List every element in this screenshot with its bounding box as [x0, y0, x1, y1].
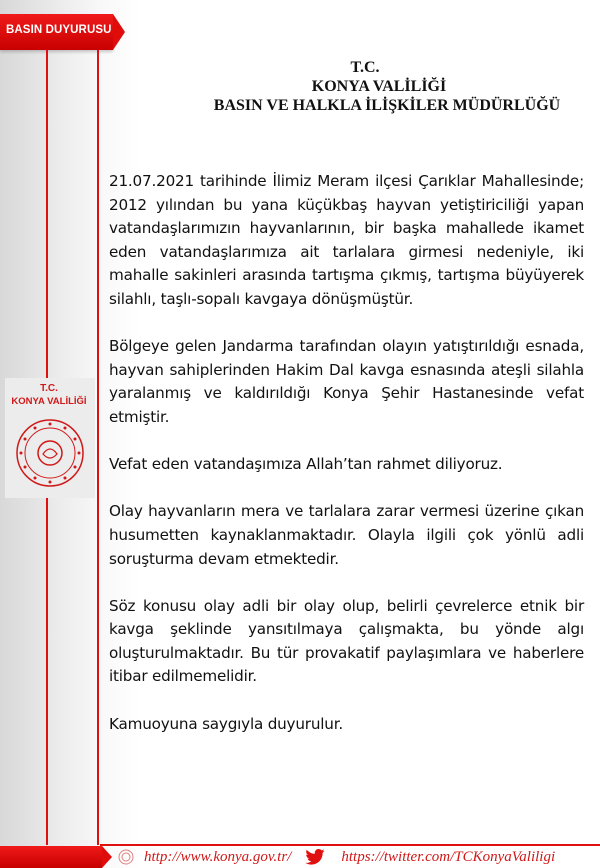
document-header — [130, 58, 600, 115]
paragraph: Olay hayvanların mera ve tarlalara zarar vermesi üzerine çıkan husumetten kaynaklanmaktadır. Olayla ilgili çok yönlü adli soruşturma devam etmektedir. — [109, 502, 584, 568]
banner-label: BASIN DUYURUSU — [6, 24, 112, 36]
press-release-banner — [0, 14, 113, 50]
seal-small-icon — [118, 849, 134, 865]
footer-arrow — [0, 846, 102, 868]
header-tc: T.C. — [350, 59, 380, 76]
paragraph: Bölgeye gelen Jandarma tarafından olayın yatıştırıldığı esnada, hayvan sahiplerinden Hakim Dal kavga esnasında ateşli silahla yaralanmış ve kaldırıldığı Konya Şehir Hastanesinde vefat etmiştir. — [109, 337, 584, 426]
twitter-icon — [305, 849, 325, 865]
header-department: BASIN VE HALKLA İLİŞKİLER MÜDÜRLÜĞÜ — [213, 97, 561, 114]
press-release-body — [109, 170, 584, 760]
header-governorship: KONYA VALİLİĞİ — [311, 78, 447, 95]
seal-icon — [15, 418, 85, 488]
twitter-link[interactable]: https://twitter.com/TCKonyaValiligi — [341, 848, 556, 865]
sidebar-tc: T.C. — [40, 383, 58, 394]
paragraph: Vefat eden vatandaşımıza Allah’tan rahmet diliyoruz. — [109, 455, 503, 474]
sidebar-org: KONYA VALİLİĞİ — [11, 396, 87, 407]
closing-line: Kamuoyuna saygıyla duyurulur. — [109, 714, 343, 733]
paragraph: 21.07.2021 tarihinde İlimiz Meram ilçesi Çarıklar Mahallesinde; 2012 yılından bu yana küçükbaş hayvan yetiştiriciliği yapan vatandaşlarımızın hayvanlarının, bir başka mahallede ikamet eden vatandaşlarımıza ait tarlalara girmesi nedeniyle, iki mahalle sakinleri arasında tartışma çıkmış, tartışma büyüyerek silahlı, taşlı-sopalı kavgaya dönüşmüştür. — [109, 172, 584, 308]
website-link[interactable]: http://www.konya.gov.tr/ — [144, 848, 292, 865]
footer — [118, 846, 600, 868]
paragraph: Söz konusu olay adli bir olay olup, belirli çevrelerce etnik bir kavga şeklinde yansıtılmaya çalışmakta, bu yönde algı oluşturulmaktadır. Bu tür provakatif paylaşımlara ve haberlere itibar edilmemelidir. — [109, 596, 584, 686]
